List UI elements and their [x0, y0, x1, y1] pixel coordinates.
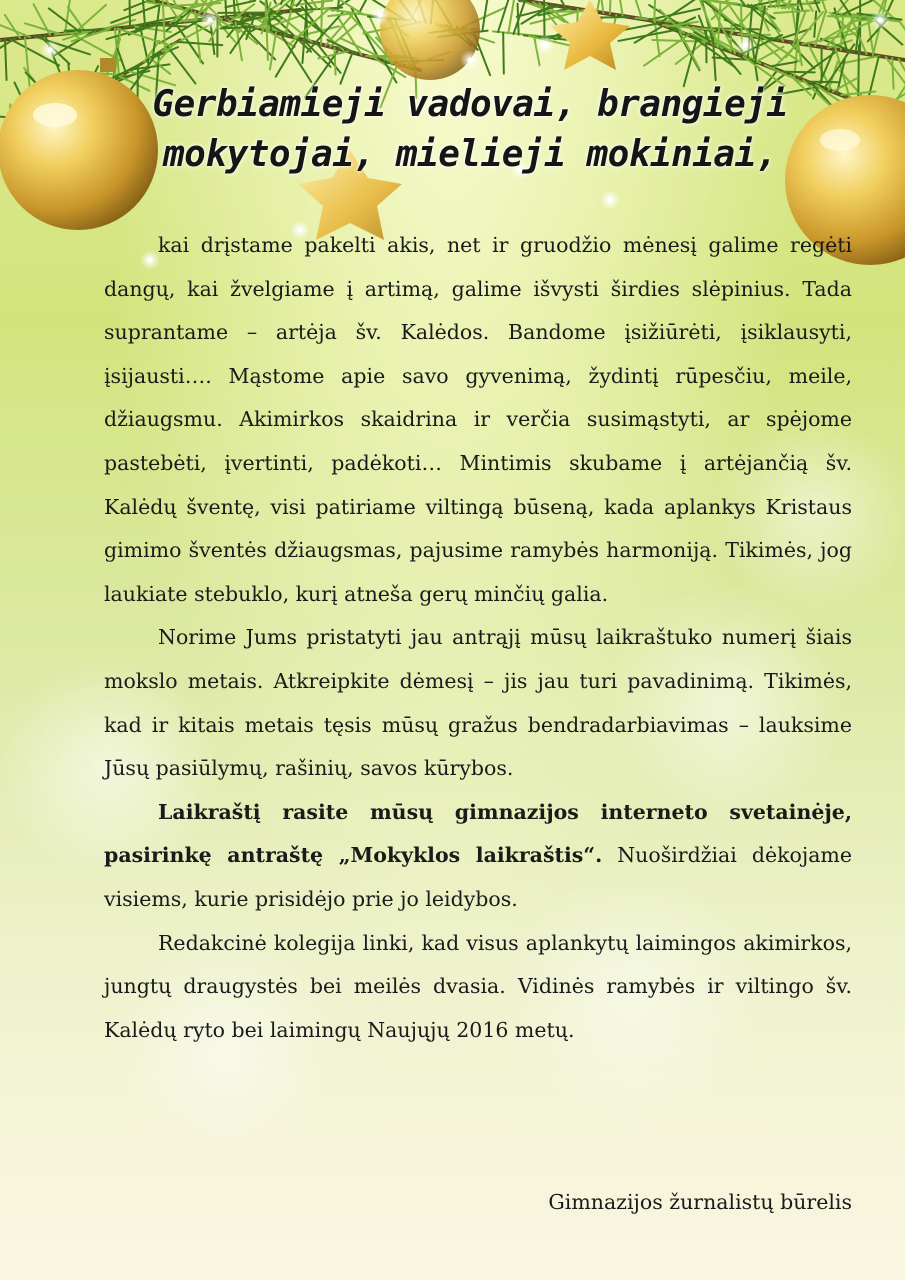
paragraph-4: Redakcinė kolegija linki, kad visus aplankytų laimingos akimirkos, jungtų draugystės bei meilės dvasia. Vidinės ramybės ir viltingo šv. Kalėdų ryto bei laimingų Naujųjų 2016 metų.: [104, 930, 852, 1042]
page-title: [90, 80, 850, 180]
title-line-1: Gerbiamieji vadovai, brangieji: [152, 84, 788, 125]
paragraph-2: Norime Jums pristatyti jau antrąjį mūsų laikraštuko numerį šiais mokslo metais. Atkreipkite dėmesį – jis jau turi pavadinimą. Tikimės, kad ir kitais metais tęsis mūsų gražus bendradarbiavimas – lauksime Jūsų pasiūlymų, rašinių, savos kūrybos.: [104, 625, 852, 781]
paragraph-3-bold: Laikraštį rasite mūsų gimnazijos interneto svetainėje, pasirinkę antraštę „Mokyklos laikraštis“.: [104, 799, 852, 868]
paragraph-3-text: Nuoširdžiai dėkojame visiems, kurie prisidėjo prie jo leidybos.: [104, 843, 852, 911]
paragraph-3: [104, 791, 852, 922]
paragraph-1: kai drįstame pakelti akis, net ir gruodžio mėnesį galime regėti dangų, kai žvelgiame į artimą, galime išvysti širdies slėpinius. Tada suprantame – artėja šv. Kalėdos. Bandome įsižiūrėti, įsiklausyti, įsijausti…. Mąstome apie savo gyvenimą, žydintį rūpesčiu, meile, džiaugsmu. Akimirkos skaidrina ir verčia susimąstyti, ar spėjome pastebėti, įvertinti, padėkoti… Mintimis skubame į artėjančią šv. Kalėdų šventę, visi patiriame viltingą būseną, kada aplankys Kristaus gimimo šventės džiaugsmas, pajusime ramybės harmoniją. Tikimės, jog laukiate stebuklo, kurį atneša gerų minčių galia.: [104, 233, 852, 606]
signature: Gimnazijos žurnalistų būrelis: [548, 1190, 852, 1214]
title-line-2: mokytojai, mielieji mokiniai,: [162, 134, 778, 175]
letter-body: [104, 224, 852, 1052]
